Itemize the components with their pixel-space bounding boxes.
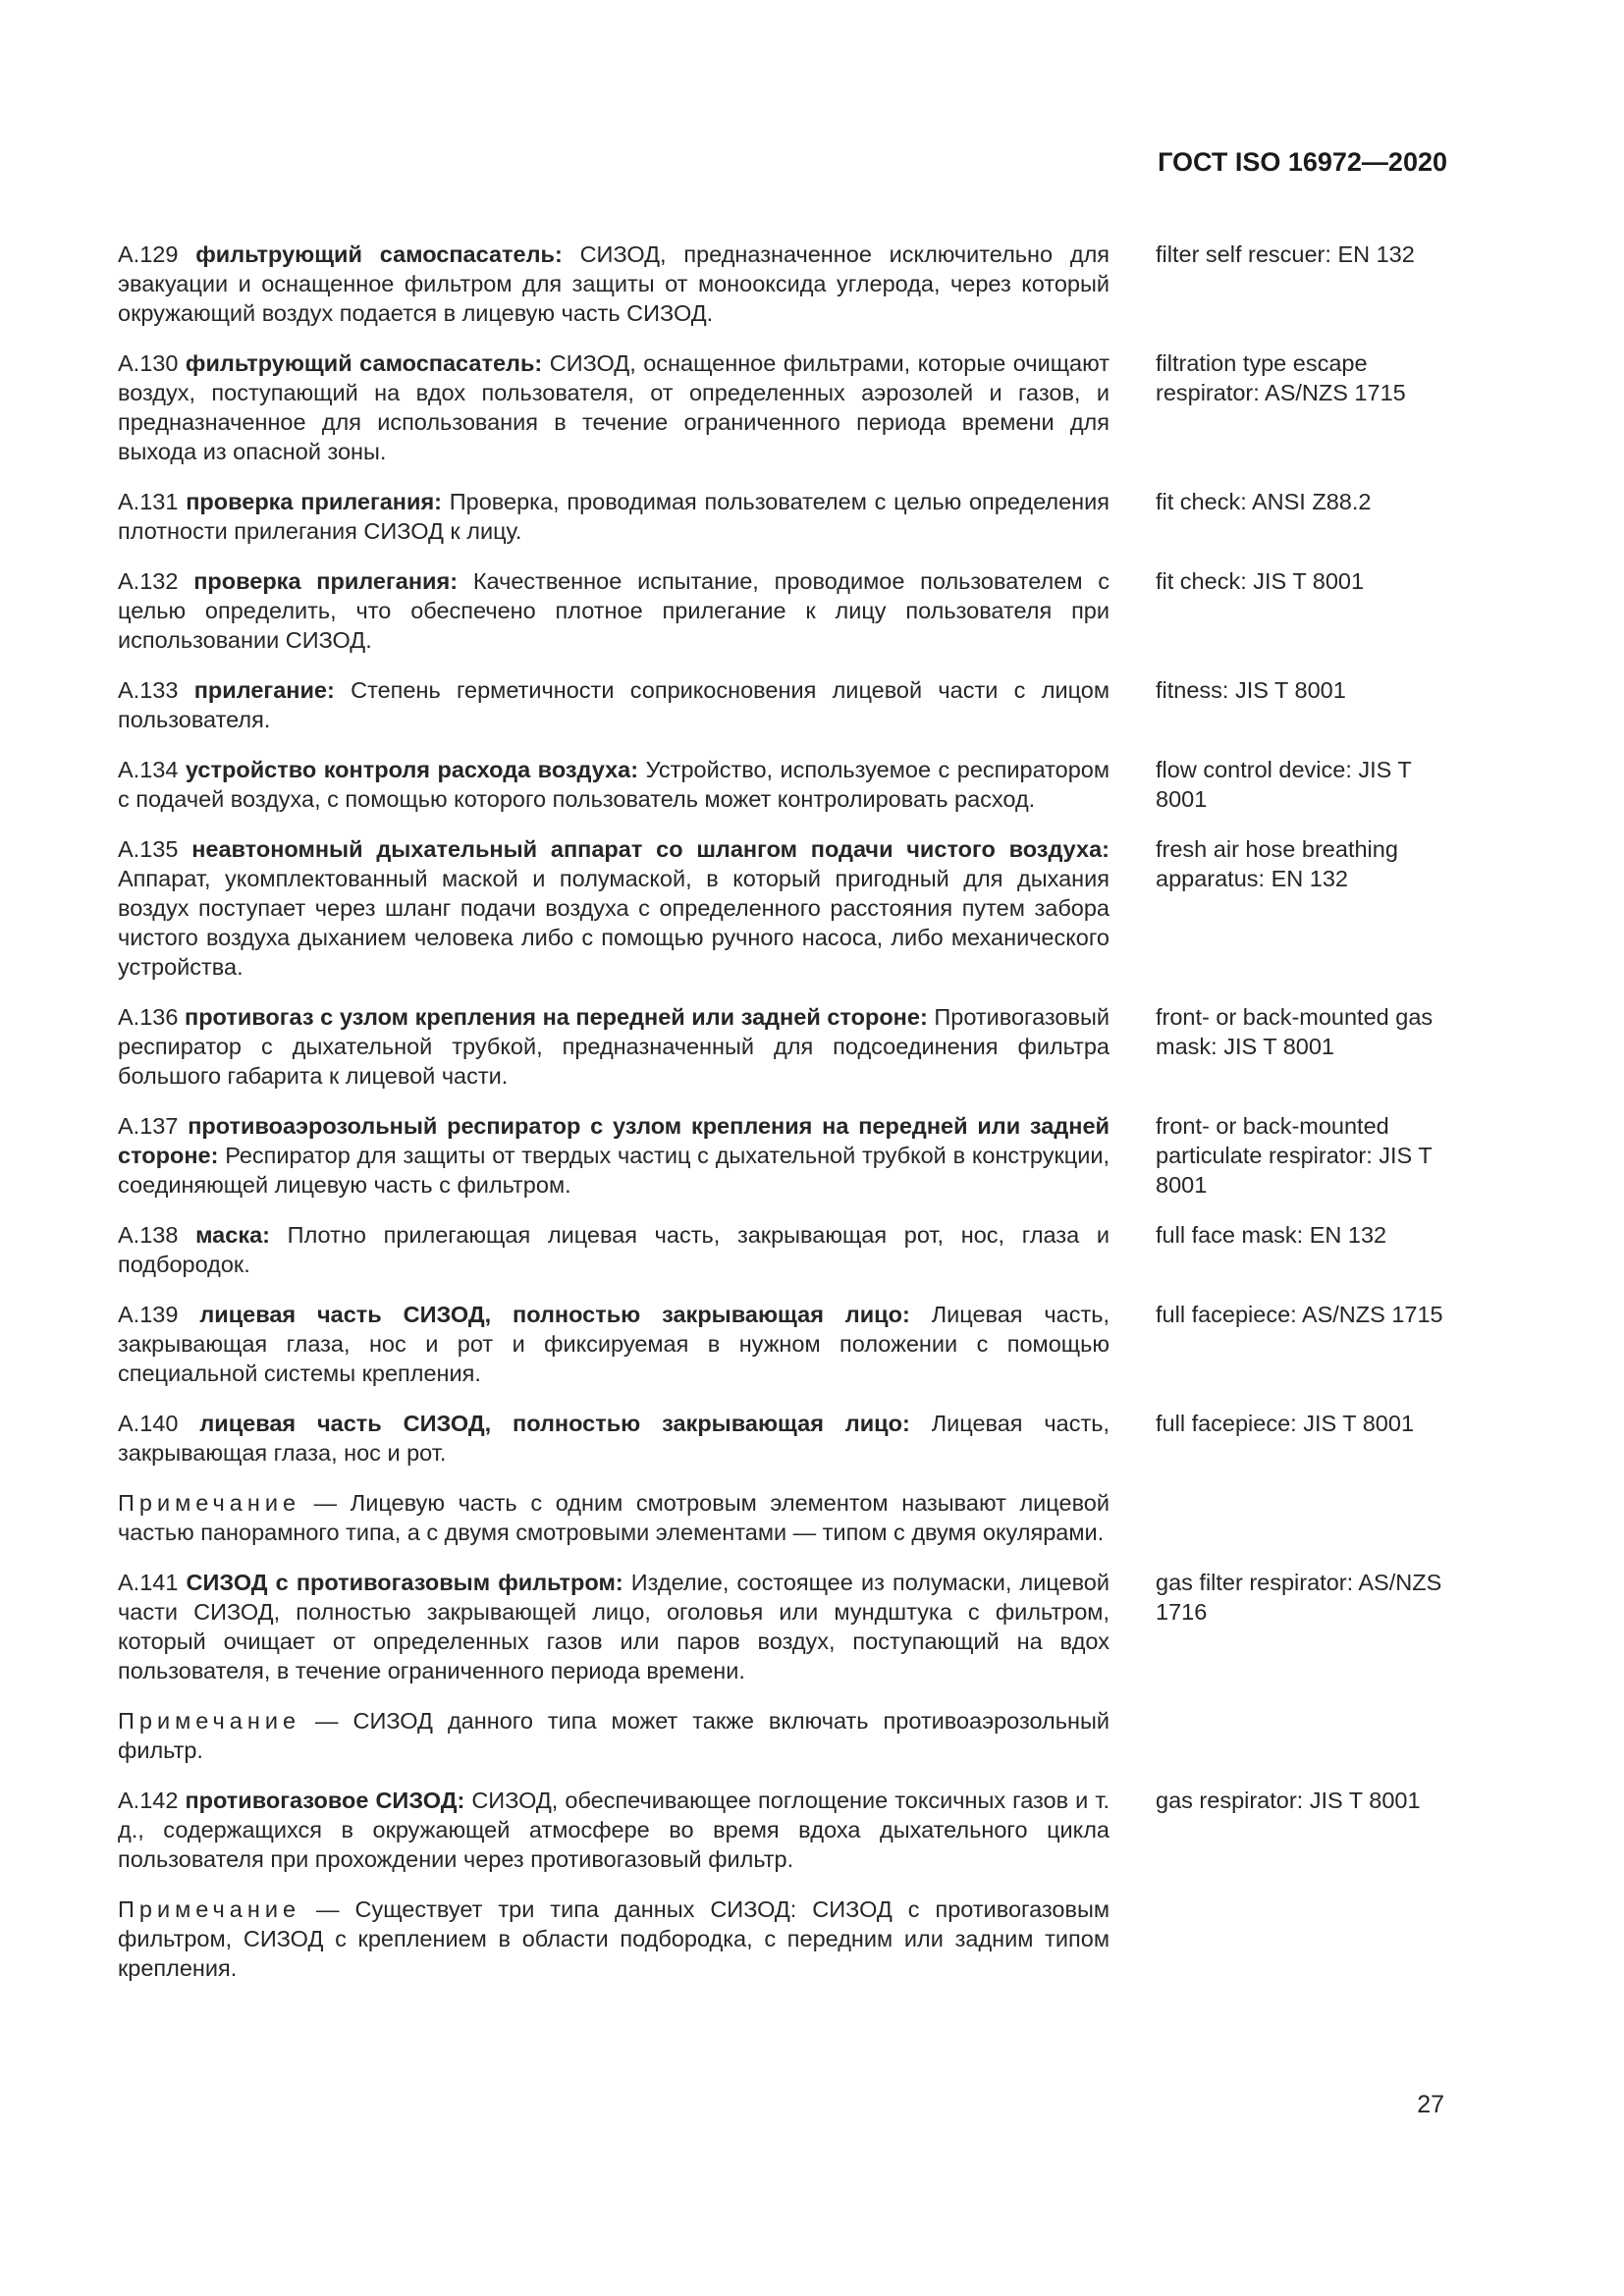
term-definition-ru [118,1300,1110,1388]
term-name: противогаз с узлом крепления на передней или задней стороне: [185,1004,928,1030]
term-entry [118,1002,1453,1091]
term-entry [118,566,1453,655]
term-entry [118,1111,1453,1200]
note-row [118,1488,1453,1547]
definition-text: Респиратор для защиты от твердых частиц с дыхательной трубкой в конструкции, соединяющей лицевую часть с фильтром. [118,1143,1110,1198]
term-definition-ru [118,1220,1110,1279]
term-name: проверка прилегания: [193,568,459,594]
definition-text: Качественное испытание, проводимое пользователем с целью определить, что обеспечено плотное прилегание к лицу пользователя при использовании СИЗОД. [118,568,1110,653]
note-label: Примечание [118,1896,301,1922]
term-entry [118,1786,1453,1874]
note-text: — СИЗОД данного типа может также включать противоаэрозольный фильтр. [118,1708,1110,1763]
term-definition-ru [118,1111,1110,1200]
definition-text: Проверка, проводимая пользователем с целью определения плотности прилегания СИЗОД к лицу. [118,489,1110,544]
term-english: full face mask: EN 132 [1156,1222,1387,1248]
term-name: маска: [195,1222,270,1248]
term-definition-ru [118,1568,1110,1685]
term-definition-ru [118,1002,1110,1091]
definition-text: Плотно прилегающая лицевая часть, закрывающая рот, нос, глаза и подбородок. [118,1222,1110,1277]
document-code: ГОСТ ISO 16972—2020 [1158,147,1447,177]
note-row [118,1706,1453,1765]
terms-list [118,240,1453,2003]
definition-text: СИЗОД, обеспечивающее поглощение токсичных газов и т. д., содержащихся в окружающей атмосфере во время вдоха дыхательного цикла пользователя при прохождении через противогазовый фильтр. [118,1788,1110,1872]
term-entry [118,834,1453,982]
term-entry [118,755,1453,814]
term-english: gas respirator: JIS T 8001 [1156,1788,1421,1813]
term-name: лицевая часть СИЗОД, полностью закрывающая лицо: [199,1411,910,1436]
term-entry [118,1300,1453,1388]
term-definition-ru [118,240,1110,328]
entry-number: A.131 [118,489,179,514]
term-english: full facepiece: JIS T 8001 [1156,1411,1415,1436]
page-number: 27 [1417,2091,1444,2118]
term-definition-ru [118,348,1110,466]
note [118,1488,1110,1547]
term-entry [118,1220,1453,1279]
term-name: неавтономный дыхательный аппарат со шлангом подачи чистого воздуха: [191,836,1110,862]
term-english: filtration type escape respirator: AS/NZS 1715 [1156,350,1406,405]
note-text: — Лицевую часть с одним смотровым элементом называют лицевой частью панорамного типа, а с двумя смотровыми элементами — типом с двумя окулярами. [118,1490,1110,1545]
entry-number: A.130 [118,350,179,376]
term-definition-ru [118,487,1110,546]
term-english: fit check: ANSI Z88.2 [1156,489,1372,514]
note [118,1706,1110,1765]
definition-text: Противогазовый респиратор с дыхательной трубкой, предназначенный для подсоединения фильтра большого габарита к лицевой части. [118,1004,1110,1089]
term-english: fitness: JIS T 8001 [1156,677,1346,703]
term-english: full facepiece: AS/NZS 1715 [1156,1302,1443,1327]
term-name: фильтрующий самоспасатель: [195,241,563,267]
entry-number: A.142 [118,1788,179,1813]
note-label: Примечание [118,1708,301,1734]
term-definition-ru [118,1786,1110,1874]
note-text: — Существует три типа данных СИЗОД: СИЗОД с противогазовым фильтром, СИЗОД с креплением в области подбородка, с передним или задним типом крепления. [118,1896,1110,1981]
term-english: flow control device: JIS T 8001 [1156,757,1412,812]
entry-number: A.140 [118,1411,179,1436]
entry-number: A.141 [118,1570,179,1595]
term-name: фильтрующий самоспасатель: [185,350,543,376]
term-english: fresh air hose breathing apparatus: EN 132 [1156,836,1398,891]
definition-text: Степень герметичности соприкосновения лицевой части с лицом пользователя. [118,677,1110,732]
term-definition-ru [118,566,1110,655]
term-entry [118,348,1453,466]
term-entry [118,240,1453,328]
note-label: Примечание [118,1490,301,1516]
definition-text: Аппарат, укомплектованный маской и полумаской, в который пригодный для дыхания воздух поступает через шланг подачи воздуха с определенного расстояния путем забора чистого воздуха дыханием человека либо с помощью ручного насоса, либо механического устройства. [118,866,1110,980]
entry-number: A.132 [118,568,179,594]
term-english: front- or back-mounted gas mask: JIS T 8001 [1156,1004,1434,1059]
term-definition-ru [118,755,1110,814]
definition-text: СИЗОД, оснащенное фильтрами, которые очищают воздух, поступающий на вдох пользователя, от определенных аэрозолей и газов, и предназначенное для использования в течение ограниченного периода времени для выхода из опасной зоны. [118,350,1110,464]
term-definition-ru [118,675,1110,734]
entry-number: A.129 [118,241,179,267]
entry-number: A.139 [118,1302,179,1327]
term-entry [118,675,1453,734]
term-name: СИЗОД с противогазовым фильтром: [186,1570,623,1595]
entry-number: A.135 [118,836,179,862]
term-name: проверка прилегания: [186,489,442,514]
entry-number: A.136 [118,1004,179,1030]
term-english: gas filter respirator: AS/NZS 1716 [1156,1570,1442,1625]
term-name: лицевая часть СИЗОД, полностью закрывающая лицо: [199,1302,910,1327]
term-name: устройство контроля расхода воздуха: [185,757,639,782]
term-english: filter self rescuer: EN 132 [1156,241,1415,267]
definition-text: Лицевая часть, закрывающая глаза, нос и рот и фиксируемая в нужном положении с помощью специальной системы крепления. [118,1302,1110,1386]
entry-number: A.133 [118,677,179,703]
term-name: противогазовое СИЗОД: [185,1788,465,1813]
term-definition-ru [118,834,1110,982]
entry-number: A.137 [118,1113,179,1139]
term-name: противоаэрозольный респиратор с узлом крепления на передней или задней стороне: [118,1113,1110,1168]
term-english: fit check: JIS T 8001 [1156,568,1365,594]
entry-number: A.138 [118,1222,179,1248]
term-english: front- or back-mounted particulate respirator: JIS T 8001 [1156,1113,1433,1198]
definition-text: Лицевая часть, закрывающая глаза, нос и рот. [118,1411,1110,1466]
definition-text: Устройство, используемое с респиратором с подачей воздуха, с помощью которого пользователь может контролировать расход. [118,757,1110,812]
definition-text: СИЗОД, предназначенное исключительно для эвакуации и оснащенное фильтром для защиты от монооксида углерода, через который окружающий воздух подается в лицевую часть СИЗОД. [118,241,1110,326]
term-entry [118,487,1453,546]
term-name: прилегание: [193,677,335,703]
definition-text: Изделие, состоящее из полумаски, лицевой части СИЗОД, полностью закрывающей лицо, оголовья или мундштука с фильтром, который очищает от определенных газов или паров воздух, поступающий на вдох пользователя, в течение ограниченного периода времени. [118,1570,1110,1683]
term-entry [118,1409,1453,1468]
note-row [118,1895,1453,1983]
term-entry [118,1568,1453,1685]
term-definition-ru [118,1409,1110,1468]
note [118,1895,1110,1983]
entry-number: A.134 [118,757,179,782]
